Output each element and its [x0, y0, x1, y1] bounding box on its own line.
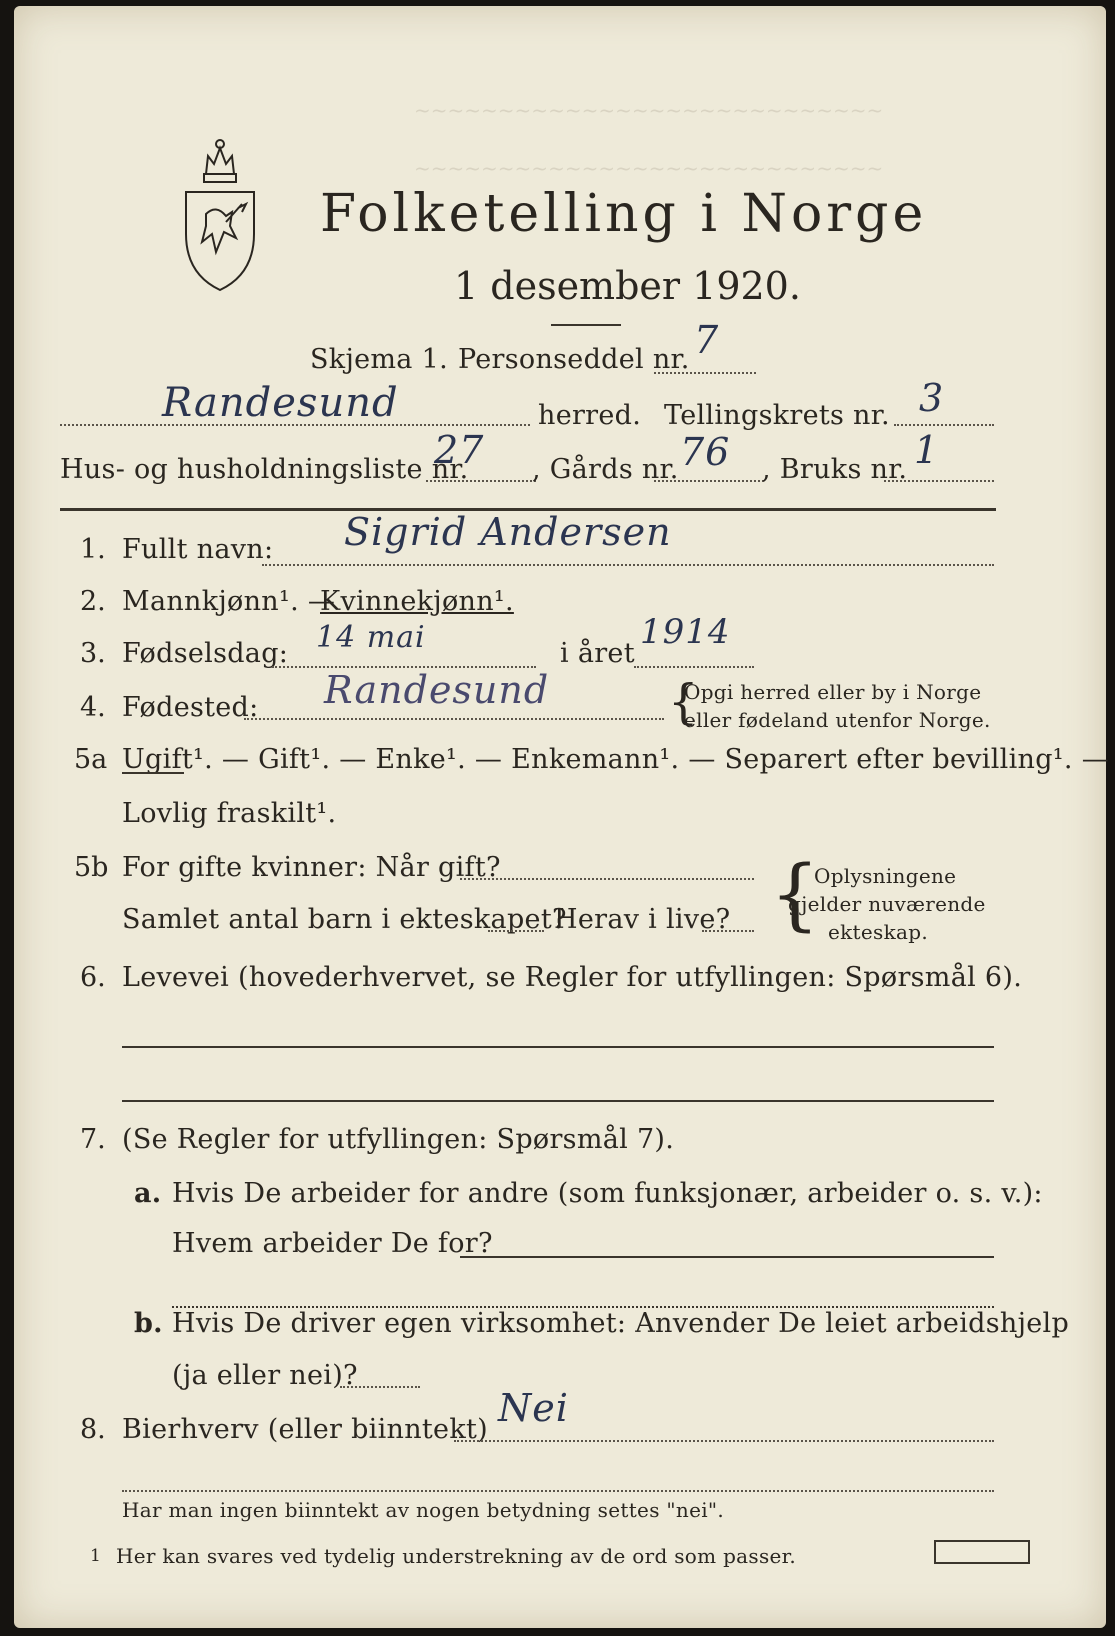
q7a-line2: Hvem arbeider De for? [172, 1228, 493, 1259]
q7b-line1: Hvis De driver egen virksomhet: Anvender De leiet arbeidshjelp [172, 1308, 1070, 1339]
q4-number: 4. [80, 692, 106, 723]
q1-field-line [262, 564, 994, 566]
q3-number: 3. [80, 638, 106, 669]
census-date: 1 desember 1920. [454, 264, 801, 308]
bruks-label: , Bruks nr. [762, 454, 908, 485]
q2-number: 2. [80, 586, 106, 617]
q6-label: Levevei (hovederhvervet, se Regler for utfyllingen: Spørsmål 6). [122, 962, 1023, 993]
q7b-line2: (ja eller nei)? [172, 1360, 358, 1391]
q5b-children-label: Samlet antal barn i ekteskapet? [122, 904, 567, 935]
tellingskrets-value[interactable]: 3 [919, 376, 945, 420]
personseddel-field-line [654, 372, 756, 374]
q8-note: Har man ingen biinntekt av nogen betydning settes "nei". [122, 1498, 725, 1522]
q1-label: Fullt navn: [122, 534, 274, 565]
q4-note-line1: Opgi herred eller by i Norge [684, 680, 982, 704]
marital-status-line2[interactable]: Lovlig fraskilt¹. [122, 798, 337, 829]
female-option[interactable]: Kvinnekjønn¹. [320, 586, 514, 617]
side-income-value[interactable]: Nei [498, 1386, 569, 1430]
birthplace-field-line [244, 718, 664, 720]
bruks-field-line [884, 480, 994, 482]
herred-value[interactable]: Randesund [162, 380, 399, 426]
q8-label: Bierhverv (eller biinntekt) [122, 1414, 488, 1445]
q5a-number: 5a [74, 744, 108, 775]
side-income-field-line [454, 1440, 994, 1442]
form-title: Folketelling i Norge [320, 184, 928, 244]
title-divider [551, 324, 621, 326]
tellingskrets-field-line [894, 424, 994, 426]
herred-label: herred. [538, 400, 642, 431]
q7a-line1: Hvis De arbeider for andre (som funksjonær, arbeider o. s. v.): [172, 1178, 1043, 1209]
q5b-note-line1: Oplysningene [814, 864, 957, 888]
personseddel-label: Personseddel nr. [458, 344, 690, 375]
hus-label: Hus- og husholdningsliste nr. [60, 454, 469, 485]
q5b-note-brace: { [770, 850, 820, 940]
printer-stamp [934, 1540, 1030, 1564]
coat-of-arms-icon [176, 134, 264, 294]
birth-year-field-line [634, 666, 754, 668]
q7-number: 7. [80, 1124, 106, 1155]
birthday-value[interactable]: 14 mai [316, 620, 426, 655]
birth-year-value[interactable]: 1914 [640, 612, 731, 652]
children-field-line [488, 930, 544, 932]
footnote-text: Her kan svares ved tydelig understrekning av de ord som passer. [116, 1544, 796, 1568]
q7b-letter: b. [134, 1308, 163, 1339]
year-label: i året [560, 638, 635, 669]
q4-label: Fødested: [122, 692, 259, 723]
q4-note-line2: eller fødeland utenfor Norge. [684, 708, 991, 732]
tellingskrets-label: Tellingskrets nr. [664, 400, 890, 431]
q3-label: Fødselsdag: [122, 638, 289, 669]
q5b-line1: For gifte kvinner: Når gift? [122, 852, 501, 883]
q5b-note-line3: ekteskap. [828, 920, 928, 944]
bruks-value[interactable]: 1 [914, 428, 940, 472]
occupation-line1[interactable] [122, 1046, 994, 1048]
gards-value[interactable]: 76 [680, 430, 731, 474]
hus-value[interactable]: 27 [434, 428, 485, 472]
q4-note-brace: { [668, 674, 699, 730]
q8-number: 8. [80, 1414, 106, 1445]
full-name-value[interactable]: Sigrid Andersen [344, 510, 672, 554]
q5b-alive-label: Herav i live? [554, 904, 731, 935]
gards-field-line [654, 480, 764, 482]
employer-field-line[interactable] [460, 1256, 994, 1258]
ugift-underline [122, 772, 184, 774]
marital-status-options[interactable]: Ugift¹. — Gift¹. — Enke¹. — Enkemann¹. — Separert efter bevilling¹. — [122, 744, 1109, 775]
male-option[interactable]: Mannkjønn¹. — [122, 586, 336, 617]
q7a-letter: a. [134, 1178, 162, 1209]
birthplace-value[interactable]: Randesund [324, 668, 550, 712]
gards-label: , Gårds nr. [532, 454, 679, 485]
bleed-through-text: ~~~~~~~~~~~~~~~~~~~~~~~~~~~~ [414, 156, 884, 180]
schema-label: Skjema 1. [310, 344, 448, 375]
hired-help-field-line[interactable] [340, 1386, 420, 1388]
q5b-number: 5b [74, 852, 109, 883]
married-when-field-line [460, 878, 754, 880]
alive-field-line [702, 930, 754, 932]
side-income-field-line2[interactable] [122, 1490, 994, 1492]
q7-label: (Se Regler for utfyllingen: Spørsmål 7). [122, 1124, 675, 1155]
q1-number: 1. [80, 534, 106, 565]
q5b-note-line2: gjelder nuværende [788, 892, 986, 916]
personseddel-value[interactable]: 7 [694, 318, 720, 362]
bleed-through-text: ~~~~~~~~~~~~~~~~~~~~~~~~~~~~ [414, 98, 884, 122]
q6-number: 6. [80, 962, 106, 993]
hus-field-line [426, 480, 536, 482]
footnote-mark: 1 [90, 1546, 102, 1566]
census-form-page [14, 6, 1109, 1628]
occupation-line2[interactable] [122, 1100, 994, 1102]
